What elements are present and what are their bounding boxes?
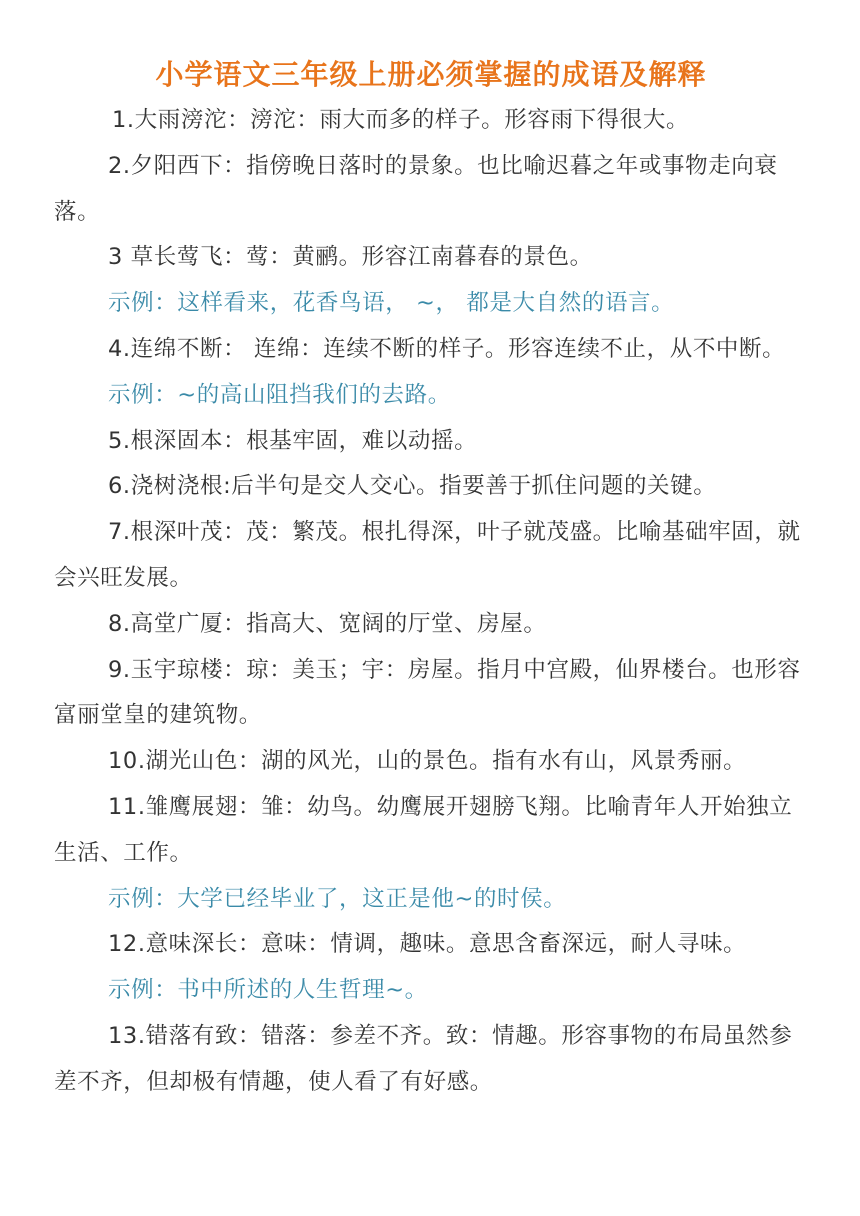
idiom-entry: 12.意味深长：意味：情调，趣味。意思含畜深远，耐人寻味。 bbox=[108, 931, 747, 958]
example-sentence: 示例：这样看来，花香鸟语， ~， 都是大自然的语言。 bbox=[108, 290, 675, 317]
idiom-entry: 4.连绵不断： 连绵：连续不断的样子。形容连续不止，从不中断。 bbox=[108, 335, 786, 362]
idiom-entry: 5.根深固本：根基牢固，难以动摇。 bbox=[108, 427, 478, 454]
idiom-entry: 2.夕阳西下：指傍晚日落时的景象。也比喻迟暮之年或事物走向衰落。 bbox=[54, 152, 778, 225]
idiom-entry: 3 草长莺飞：莺：黄鹂。形容江南暮春的景色。 bbox=[108, 244, 593, 271]
idiom-entry: 6.浇树浇根:后半句是交人交心。指要善于抓住问题的关键。 bbox=[108, 473, 717, 500]
example-sentence: 示例：书中所述的人生哲理~。 bbox=[108, 977, 428, 1004]
idiom-entry: 13.错落有致：错落：参差不齐。致：情趣。形容事物的布局虽然参差不齐，但却极有情趣，使人看了有好感。 bbox=[54, 1022, 793, 1095]
example-sentence: 示例：~的高山阻挡我们的去路。 bbox=[108, 381, 451, 408]
idiom-entry: 11.雏鹰展翅：雏：幼鸟。幼鹰展开翅膀飞翔。比喻青年人开始独立生活、工作。 bbox=[54, 793, 793, 866]
document-page bbox=[54, 52, 808, 1106]
example-sentence: 示例：大学已经毕业了，这正是他~的时侯。 bbox=[108, 885, 567, 912]
idiom-entry: 1.大雨滂沱：滂沱：雨大而多的样子。形容雨下得很大。 bbox=[112, 107, 690, 133]
idiom-entry: 9.玉宇琼楼：琼：美玉；宇：房屋。指月中宫殿，仙界楼台。也形容富丽堂皇的建筑物。 bbox=[54, 656, 801, 729]
idiom-entry: 8.高堂广厦：指高大、宽阔的厅堂、房屋。 bbox=[108, 610, 547, 637]
document-title: 小学语文三年级上册必须掌握的成语及解释 bbox=[155, 58, 707, 91]
idiom-entry: 10.湖光山色：湖的风光，山的景色。指有水有山，风景秀丽。 bbox=[108, 748, 747, 775]
idiom-entry: 7.根深叶茂：茂：繁茂。根扎得深，叶子就茂盛。比喻基础牢固，就会兴旺发展。 bbox=[54, 519, 801, 591]
